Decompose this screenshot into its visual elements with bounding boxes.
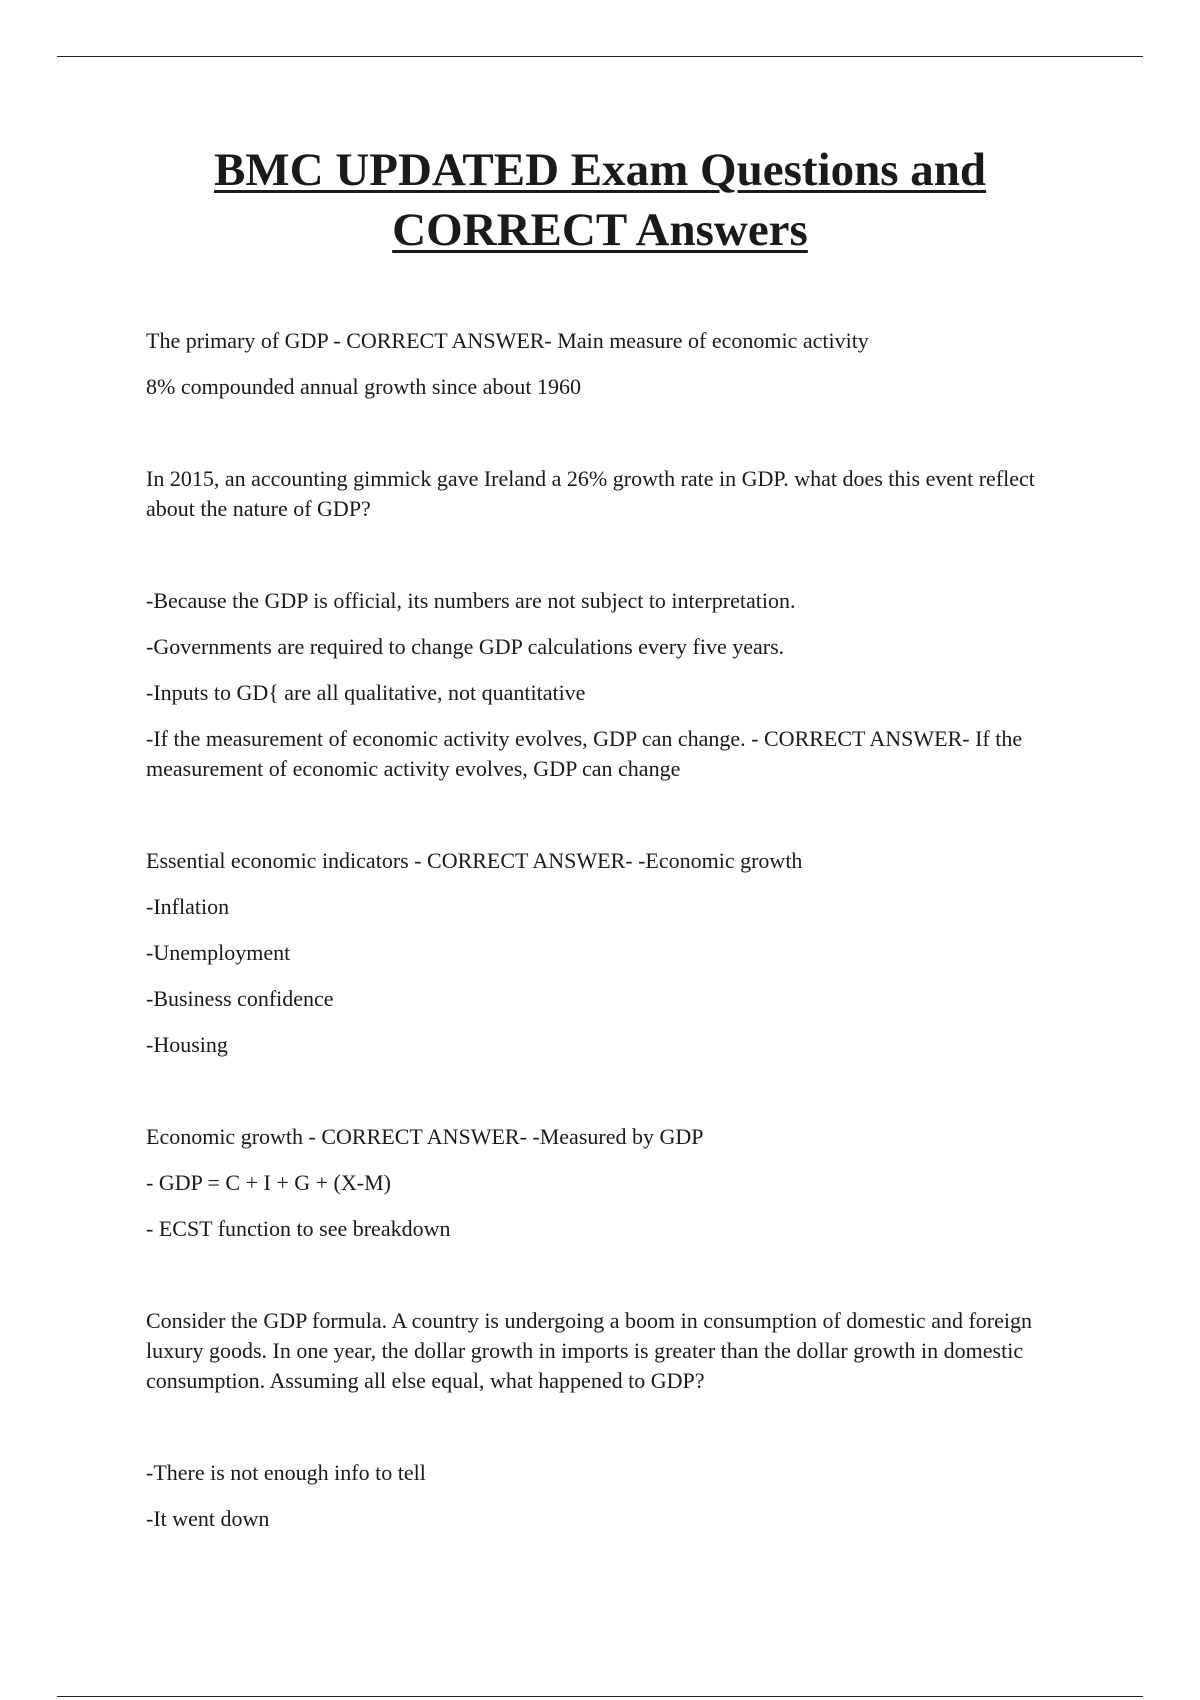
answer-option: -Inputs to GD{ are all qualitative, not quantitative bbox=[146, 680, 586, 705]
qa-entry bbox=[146, 326, 1066, 402]
answer-option: -Because the GDP is official, its numbers are not subject to interpretation. bbox=[146, 588, 796, 613]
title-line-1: BMC UPDATED Exam Questions and bbox=[213, 144, 987, 196]
qa-entry bbox=[146, 464, 1066, 784]
qa-line: - ECST function to see breakdown bbox=[146, 1216, 451, 1241]
answer-option: -There is not enough info to tell bbox=[146, 1460, 426, 1485]
spacer bbox=[146, 418, 1066, 464]
answer-option: -If the measurement of economic activity evolves, GDP can change. - CORRECT ANSWER- If the measurement of economic activity evolves, GDP can change bbox=[146, 726, 1023, 781]
spacer bbox=[146, 1412, 1066, 1458]
qa-line: -Unemployment bbox=[146, 940, 291, 965]
spacer bbox=[146, 1076, 1066, 1122]
qa-line: 8% compounded annual growth since about 1960 bbox=[146, 374, 582, 399]
qa-line: -Business confidence bbox=[146, 986, 334, 1011]
qa-line: Economic growth - CORRECT ANSWER- -Measured by GDP bbox=[146, 1124, 704, 1149]
qa-line: -Inflation bbox=[146, 894, 230, 919]
qa-entry bbox=[146, 1306, 1066, 1534]
bottom-rule bbox=[57, 1696, 1143, 1697]
question-text: In 2015, an accounting gimmick gave Ireland a 26% growth rate in GDP. what does this event reflect about the nature of GDP? bbox=[146, 466, 1035, 521]
document-title bbox=[0, 140, 1200, 260]
answer-option: -Governments are required to change GDP calculations every five years. bbox=[146, 634, 785, 659]
title-line-2: CORRECT Answers bbox=[392, 204, 808, 256]
document-body bbox=[146, 326, 1066, 1550]
spacer bbox=[146, 800, 1066, 846]
qa-line: - GDP = C + I + G + (X-M) bbox=[146, 1170, 391, 1195]
top-rule bbox=[57, 56, 1143, 57]
question-text: Consider the GDP formula. A country is undergoing a boom in consumption of domestic and foreign luxury goods. In one year, the dollar growth in imports is greater than the dollar growth in domestic consumption. Assuming all else equal, what happened to GDP? bbox=[146, 1308, 1032, 1393]
answer-option: -It went down bbox=[146, 1506, 270, 1531]
qa-line: The primary of GDP - CORRECT ANSWER- Main measure of economic activity bbox=[146, 328, 869, 353]
qa-entry bbox=[146, 846, 1066, 1060]
spacer bbox=[146, 540, 1066, 586]
qa-line: -Housing bbox=[146, 1032, 228, 1057]
spacer bbox=[146, 1260, 1066, 1306]
qa-line: Essential economic indicators - CORRECT ANSWER- -Economic growth bbox=[146, 848, 803, 873]
qa-entry bbox=[146, 1122, 1066, 1244]
